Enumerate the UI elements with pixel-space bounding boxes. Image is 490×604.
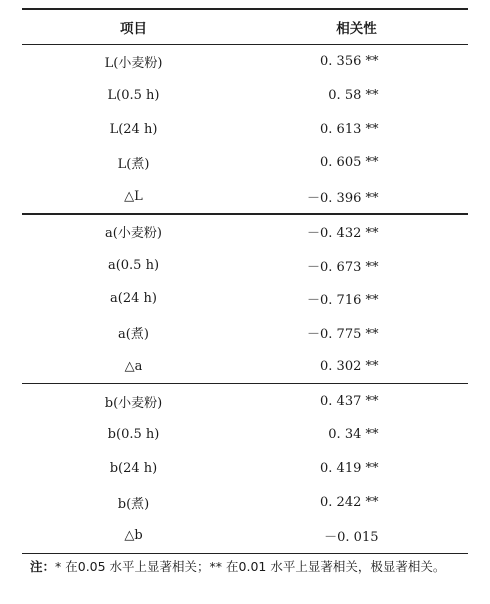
footnote-text: * 在0.05 水平上显著相关；** 在0.01 水平上显著相关，极显著相关。 [55,559,446,574]
table-row [22,384,468,418]
row-item: L(小麦粉) [104,56,163,72]
row-value: 0. 58 ** [328,87,379,103]
row-item: △L [124,188,143,204]
row-value: 0. 613 ** [320,121,379,137]
header-item: 项目 [120,20,147,37]
row-item: L(0.5 h) [107,87,160,103]
row-item: b(24 h) [109,461,158,477]
table-row [22,452,468,486]
row-value: －0. 716 ** [307,293,379,309]
table-row [22,146,468,180]
row-item: a(小麦粉) [105,225,162,241]
table-row [22,248,468,282]
correlation-table [22,8,468,554]
row-value: 0. 242 ** [320,494,379,510]
row-item: b(小麦粉) [104,395,163,411]
table-row [22,180,468,214]
row-value: 0. 437 ** [320,393,379,409]
row-item: △a [124,358,143,374]
header-correlation: 相关性 [336,20,377,37]
group-a [22,215,468,383]
table-row [22,485,468,519]
table-row [22,45,468,79]
table-header-row [22,10,468,44]
row-value: －0. 673 ** [307,259,379,275]
row-value: －0. 396 ** [307,190,379,206]
table-row [22,349,468,383]
footnote-label: 注： [30,559,56,574]
table-row [22,418,468,452]
row-item: L(24 h) [109,121,158,137]
table-row [22,519,468,553]
row-value: 0. 302 ** [320,358,379,374]
table-row [22,112,468,146]
row-item: L(煮) [117,157,150,173]
row-value: 0. 34 ** [328,427,379,443]
group-l [22,45,468,213]
row-value: 0. 605 ** [320,155,379,171]
table-row [22,79,468,113]
row-value: 0. 419 ** [320,461,379,477]
table-bottom-rule [22,553,468,555]
group-b [22,384,468,552]
table-row [22,316,468,350]
row-item: a(24 h) [110,291,157,307]
row-value: 0. 356 ** [320,54,379,70]
table-footnote [30,556,470,578]
table-row [22,282,468,316]
row-value: －0. 775 ** [307,327,379,343]
row-item: a(煮) [118,327,149,343]
row-value: －0. 015 [324,530,379,546]
row-item: a(0.5 h) [107,257,160,273]
row-item: b(煮) [117,496,150,512]
row-item: b(0.5 h) [107,427,160,443]
table-row [22,215,468,249]
row-item: △b [124,528,143,544]
row-value: －0. 432 ** [307,225,379,241]
